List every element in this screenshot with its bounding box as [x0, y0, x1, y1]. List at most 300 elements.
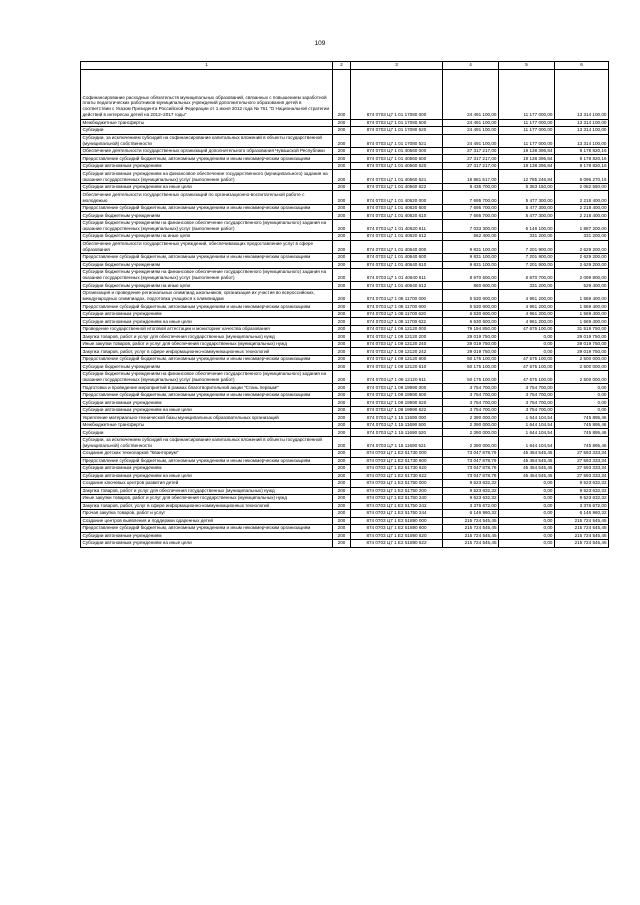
- unexecuted-amount: 745 895,46: [555, 436, 609, 449]
- executed-amount: 3 754 700,00: [499, 384, 555, 392]
- unexecuted-amount: 27 593 333,34: [555, 472, 609, 480]
- classification-code: 874 0703 Ц7 1 09 19990 000: [351, 384, 443, 392]
- executed-amount: 0,00: [499, 480, 555, 488]
- approved-amount: 3 754 700,00: [443, 399, 499, 407]
- classification-code: 874 0703 Ц7 1 E2 51890 000: [351, 517, 443, 525]
- expense-name: Субсидии автономным учреждениям: [81, 310, 333, 318]
- classification-code: 874 0703 Ц7 1 09 12120 242: [351, 348, 443, 356]
- line-code: 200: [333, 191, 351, 204]
- line-code: 200: [333, 525, 351, 533]
- classification-code: 874 0703 Ц7 1 09 12120 611: [351, 370, 443, 383]
- classification-code: 874 0703 Ц7 1 01 40640 611: [351, 269, 443, 282]
- unexecuted-amount: 2 500 000,00: [555, 355, 609, 363]
- classification-code: 874 0703 Ц7 1 09 12120 240: [351, 340, 443, 348]
- table-row: [81, 384, 609, 392]
- line-code: 200: [333, 495, 351, 503]
- table-row: [81, 183, 609, 191]
- table-row: [81, 318, 609, 326]
- unexecuted-amount: 0,00: [555, 391, 609, 399]
- table-row: [81, 457, 609, 465]
- executed-amount: 1 644 104,54: [499, 421, 555, 429]
- approved-amount: 7 695 700,00: [443, 191, 499, 204]
- approved-amount: 2 390 000,00: [443, 436, 499, 449]
- classification-code: 874 0703 Ц7 1 09 19990 620: [351, 399, 443, 407]
- table-row: [81, 450, 609, 458]
- classification-code: 874 0703 Ц7 1 01 40620 610: [351, 212, 443, 220]
- approved-amount: 9 523 632,32: [443, 480, 499, 488]
- expense-name: Обеспечение деятельности государственных учреждений, обеспечивающих предоставление услуг в сфере образования: [81, 240, 333, 253]
- expense-name: Субсидии автономным учреждениям на иные цели: [81, 406, 333, 414]
- classification-code: 874 0703 Ц7 1 01 40560 000: [351, 147, 443, 155]
- approved-amount: 29 019 750,00: [443, 340, 499, 348]
- executed-amount: 0,00: [499, 487, 555, 495]
- expense-name: Субсидии автономным учреждениям: [81, 162, 333, 170]
- executed-amount: 0,00: [499, 502, 555, 510]
- expense-name: Закупка товаров, работ, услуг в сфере информационно-коммуникационных технологий: [81, 348, 333, 356]
- classification-code: 874 0703 Ц7 1 08 11700 622: [351, 318, 443, 326]
- classification-code: 874 0703 Ц7 1 E2 51890 600: [351, 525, 443, 533]
- unexecuted-amount: 2 500 000,00: [555, 363, 609, 371]
- unexecuted-amount: 2 629 200,00: [555, 240, 609, 253]
- table-row: [81, 233, 609, 241]
- line-code: 200: [333, 487, 351, 495]
- approved-amount: 6 530 600,00: [443, 289, 499, 302]
- line-code: 200: [333, 414, 351, 422]
- table-row: [81, 134, 609, 147]
- executed-amount: 45 454 545,45: [499, 465, 555, 473]
- executed-amount: 45 454 545,45: [499, 450, 555, 458]
- unexecuted-amount: 745 895,46: [555, 429, 609, 437]
- approved-amount: 2 390 000,00: [443, 414, 499, 422]
- unexecuted-amount: 6 146 960,32: [555, 510, 609, 518]
- approved-amount: 3 754 700,00: [443, 406, 499, 414]
- executed-amount: 7 201 900,00: [499, 254, 555, 262]
- table-row: [81, 472, 609, 480]
- unexecuted-amount: 27 593 333,34: [555, 465, 609, 473]
- expense-name: Предоставление субсидий бюджетным, автономным учреждениям и иным некоммерческим организациям: [81, 303, 333, 311]
- budget-table: [80, 61, 609, 548]
- approved-amount: 29 019 750,00: [443, 348, 499, 356]
- classification-code: 874 0703 Ц7 1 15 11690 521: [351, 436, 443, 449]
- unexecuted-amount: 13 314 100,00: [555, 127, 609, 135]
- expense-name: Предоставление субсидий бюджетным, автономным учреждениям и иным некоммерческим организациям: [81, 355, 333, 363]
- executed-amount: 1 644 104,54: [499, 436, 555, 449]
- executed-amount: 3 754 700,00: [499, 406, 555, 414]
- line-code: 200: [333, 212, 351, 220]
- approved-amount: 73 047 878,79: [443, 457, 499, 465]
- executed-amount: 4 961 200,00: [499, 289, 555, 302]
- column-number-row: [81, 62, 609, 70]
- classification-code: 874 0703 Ц7 1 E2 51750 242: [351, 502, 443, 510]
- executed-amount: 11 177 000,00: [499, 119, 555, 127]
- approved-amount: 3 754 700,00: [443, 391, 499, 399]
- line-code: 200: [333, 261, 351, 269]
- executed-amount: 7 201 900,00: [499, 261, 555, 269]
- classification-code: 874 0703 Ц7 1 01 40560 621: [351, 170, 443, 183]
- line-code: 200: [333, 457, 351, 465]
- unexecuted-amount: 1 569 400,00: [555, 310, 609, 318]
- line-code: 200: [333, 517, 351, 525]
- expense-name: Субсидии бюджетным учреждениям на финансовое обеспечение государственного (муниципального) задания на оказание государственных (муниципальных) услуг (выполнение работ): [81, 219, 333, 232]
- line-code: 200: [333, 233, 351, 241]
- expense-name: Создание детских технопарков "Кванториум": [81, 450, 333, 458]
- approved-amount: 9 831 100,00: [443, 261, 499, 269]
- classification-code: 874 0703 Ц7 1 E2 51750 244: [351, 510, 443, 518]
- line-code: 200: [333, 502, 351, 510]
- unexecuted-amount: 9 523 632,32: [555, 487, 609, 495]
- executed-amount: 4 961 200,00: [499, 310, 555, 318]
- executed-amount: 0,00: [499, 348, 555, 356]
- line-code: 200: [333, 465, 351, 473]
- expense-name: Субсидии автономным учреждениям на иные цели: [81, 472, 333, 480]
- line-code: 200: [333, 429, 351, 437]
- unexecuted-amount: 215 724 545,45: [555, 532, 609, 540]
- table-row: [81, 465, 609, 473]
- table-row: [81, 340, 609, 348]
- executed-amount: 11 177 000,00: [499, 127, 555, 135]
- expense-name: Субсидии, за исключением субсидий на софинансирование капитальных вложений в объекты государственной (муниципальной) собственности: [81, 436, 333, 449]
- approved-amount: 8 435 700,00: [443, 183, 499, 191]
- unexecuted-amount: 8 178 820,16: [555, 147, 609, 155]
- line-code: 200: [333, 532, 351, 540]
- expense-name: Субсидии бюджетным учреждениям на финансовое обеспечение государственного (муниципального) задания на оказание государственных (муниципальных) услуг (выполнение работ): [81, 370, 333, 383]
- line-code: 200: [333, 384, 351, 392]
- expense-name: Субсидии бюджетным учреждениям: [81, 363, 333, 371]
- table-row: [81, 540, 609, 548]
- line-code: 200: [333, 219, 351, 232]
- table-row: [81, 269, 609, 282]
- expense-name: Межбюджетные трансферты: [81, 119, 333, 127]
- approved-amount: 215 724 545,45: [443, 517, 499, 525]
- unexecuted-amount: 2 500 000,00: [555, 370, 609, 383]
- expense-name: Закупка товаров, работ и услуг для обеспечения государственных (муниципальных) нужд: [81, 333, 333, 341]
- table-row: [81, 532, 609, 540]
- approved-amount: 2 390 000,00: [443, 421, 499, 429]
- executed-amount: 5 477 300,00: [499, 204, 555, 212]
- classification-code: 874 0703 Ц7 1 E2 51750 200: [351, 487, 443, 495]
- approved-amount: 73 047 878,79: [443, 465, 499, 473]
- executed-amount: 3 754 700,00: [499, 399, 555, 407]
- executed-amount: 7 201 900,00: [499, 240, 555, 253]
- table-row: [81, 170, 609, 183]
- unexecuted-amount: 13 314 100,00: [555, 134, 609, 147]
- line-code: 200: [333, 325, 351, 333]
- table-row: [81, 333, 609, 341]
- approved-amount: 73 047 878,79: [443, 472, 499, 480]
- column-number: 3: [351, 62, 443, 70]
- table-row: [81, 254, 609, 262]
- executed-amount: 5 477 300,00: [499, 191, 555, 204]
- line-code: 200: [333, 204, 351, 212]
- unexecuted-amount: 215 724 545,45: [555, 525, 609, 533]
- line-code: 200: [333, 399, 351, 407]
- line-code: 200: [333, 170, 351, 183]
- approved-amount: 27 317 217,00: [443, 147, 499, 155]
- classification-code: 874 0703 Ц7 1 01 17080 500: [351, 119, 443, 127]
- expense-name: Предоставление субсидий бюджетным, автономным учреждениям и иным некоммерческим организациям: [81, 204, 333, 212]
- expense-name: Предоставление субсидий бюджетным, автономным учреждениям и иным некоммерческим организациям: [81, 254, 333, 262]
- expense-name: Софинансирование расходных обязательств муниципальных образований, связанных с повышением заработной платы педагогических работников муниципальных учреждений дополнительного образования детей в соответствии с Указом Президента Российской Федерации от 1 июня 2012 года № 761 "О Национальной стратегии действий в интересах детей на 2012–2017 годы": [81, 69, 333, 119]
- table-row: [81, 510, 609, 518]
- unexecuted-amount: 331 200,00: [555, 233, 609, 241]
- approved-amount: 7 695 700,00: [443, 204, 499, 212]
- executed-amount: 331 200,00: [499, 282, 555, 290]
- classification-code: 874 0703 Ц7 1 09 19990 600: [351, 391, 443, 399]
- approved-amount: 24 491 100,00: [443, 119, 499, 127]
- executed-amount: 4 961 200,00: [499, 318, 555, 326]
- unexecuted-amount: 0,00: [555, 406, 609, 414]
- table-row: [81, 525, 609, 533]
- table-row: [81, 147, 609, 155]
- line-code: 200: [333, 450, 351, 458]
- approved-amount: 24 491 100,00: [443, 127, 499, 135]
- executed-amount: 0,00: [499, 333, 555, 341]
- classification-code: 874 0703 Ц7 1 09 12120 600: [351, 355, 443, 363]
- unexecuted-amount: 9 523 632,32: [555, 480, 609, 488]
- unexecuted-amount: 2 629 200,00: [555, 254, 609, 262]
- classification-code: 874 0703 Ц7 1 E2 51730 600: [351, 457, 443, 465]
- table-row: [81, 191, 609, 204]
- line-code: 200: [333, 147, 351, 155]
- expense-name: Субсидии автономным учреждениям на иные цели: [81, 183, 333, 191]
- expense-name: Обеспечение деятельности государственных организаций дополнительного образования Чувашской Республики: [81, 147, 333, 155]
- expense-name: Субсидии: [81, 127, 333, 135]
- approved-amount: 24 491 100,00: [443, 134, 499, 147]
- classification-code: 874 0703 Ц7 1 E2 51730 622: [351, 472, 443, 480]
- expense-name: Закупка товаров, работ, услуг в сфере информационно-коммуникационных технологий: [81, 502, 333, 510]
- unexecuted-amount: 745 895,46: [555, 414, 609, 422]
- table-row: [81, 363, 609, 371]
- unexecuted-amount: 1 569 400,00: [555, 289, 609, 302]
- table-row: [81, 399, 609, 407]
- expense-name: Субсидии бюджетным учреждениям на иные цели: [81, 282, 333, 290]
- expense-name: Субсидии автономным учреждениям на иные цели: [81, 540, 333, 548]
- expense-name: Подготовка и проведение мероприятий в рамках благотворительной акции "Стань первым!": [81, 384, 333, 392]
- table-row: [81, 119, 609, 127]
- unexecuted-amount: 29 019 750,00: [555, 348, 609, 356]
- table-row: [81, 69, 609, 119]
- unexecuted-amount: 2 218 400,00: [555, 204, 609, 212]
- executed-amount: 0,00: [499, 540, 555, 548]
- executed-amount: 47 675 100,00: [499, 325, 555, 333]
- table-row: [81, 261, 609, 269]
- classification-code: 874 0703 Ц7 1 08 11700 000: [351, 289, 443, 302]
- line-code: 200: [333, 391, 351, 399]
- line-code: 200: [333, 370, 351, 383]
- executed-amount: 0,00: [499, 495, 555, 503]
- expense-name: Иные закупки товаров, работ и услуг для обеспечения государственных (муниципальных) нужд: [81, 340, 333, 348]
- unexecuted-amount: 529 400,00: [555, 282, 609, 290]
- expense-name: Субсидии автономным учреждениям на иные цели: [81, 318, 333, 326]
- approved-amount: 215 724 545,45: [443, 540, 499, 548]
- line-code: 200: [333, 472, 351, 480]
- executed-amount: 331 200,00: [499, 233, 555, 241]
- unexecuted-amount: 0,00: [555, 399, 609, 407]
- line-code: 200: [333, 333, 351, 341]
- classification-code: 874 0703 Ц7 1 09 12120 000: [351, 325, 443, 333]
- approved-amount: 29 019 750,00: [443, 333, 499, 341]
- unexecuted-amount: 29 019 750,00: [555, 340, 609, 348]
- page-number: 109: [314, 40, 326, 47]
- approved-amount: 6 530 600,00: [443, 318, 499, 326]
- table-row: [81, 355, 609, 363]
- column-number: 5: [499, 62, 555, 70]
- expense-name: Межбюджетные трансферты: [81, 421, 333, 429]
- expense-name: Субсидии: [81, 429, 333, 437]
- line-code: 200: [333, 269, 351, 282]
- classification-code: 874 0703 Ц7 1 08 11700 620: [351, 310, 443, 318]
- approved-amount: 27 317 217,00: [443, 155, 499, 163]
- unexecuted-amount: 8 178 820,16: [555, 162, 609, 170]
- classification-code: 874 0703 Ц7 1 01 40620 612: [351, 233, 443, 241]
- executed-amount: 19 138 396,84: [499, 155, 555, 163]
- expense-name: Субсидии автономным учреждениям: [81, 465, 333, 473]
- column-number: 6: [555, 62, 609, 70]
- table-row: [81, 162, 609, 170]
- unexecuted-amount: 8 178 820,16: [555, 155, 609, 163]
- classification-code: 874 0703 Ц7 1 15 11690 520: [351, 429, 443, 437]
- expense-name: Прочая закупка товаров, работ и услуг: [81, 510, 333, 518]
- expense-name: Субсидии автономным учреждениям: [81, 399, 333, 407]
- line-code: 200: [333, 240, 351, 253]
- table-row: [81, 303, 609, 311]
- table-row: [81, 414, 609, 422]
- line-code: 200: [333, 155, 351, 163]
- approved-amount: 24 491 100,00: [443, 69, 499, 119]
- approved-amount: 662 400,00: [443, 233, 499, 241]
- table-row: [81, 487, 609, 495]
- line-code: 200: [333, 355, 351, 363]
- classification-code: 874 0703 Ц7 1 01 40620 611: [351, 219, 443, 232]
- classification-code: 874 0703 Ц7 1 E2 51750 240: [351, 495, 443, 503]
- unexecuted-amount: 2 218 400,00: [555, 212, 609, 220]
- approved-amount: 50 175 100,00: [443, 363, 499, 371]
- approved-amount: 6 530 600,00: [443, 303, 499, 311]
- line-code: 200: [333, 119, 351, 127]
- unexecuted-amount: 2 082 550,00: [555, 183, 609, 191]
- column-number: 4: [443, 62, 499, 70]
- executed-amount: 0,00: [499, 517, 555, 525]
- expense-name: Создание ключевых центров развития детей: [81, 480, 333, 488]
- line-code: 200: [333, 363, 351, 371]
- classification-code: 874 0703 Ц7 1 01 40620 000: [351, 191, 443, 204]
- executed-amount: 47 675 100,00: [499, 355, 555, 363]
- expense-name: Закупка товаров, работ и услуг для обеспечения государственных (муниципальных) нужд: [81, 487, 333, 495]
- unexecuted-amount: 3 376 672,00: [555, 502, 609, 510]
- expense-name: Субсидии автономным учреждениям на финансовое обеспечение государственного (муниципального) задания на оказание государственных (муниципальных) услуг (выполнение работ): [81, 170, 333, 183]
- classification-code: 874 0703 Ц7 1 01 40560 620: [351, 162, 443, 170]
- expense-name: Субсидии бюджетным учреждениям на финансовое обеспечение государственного (муниципального) задания на оказание государственных (муниципальных) услуг (выполнение работ): [81, 269, 333, 282]
- unexecuted-amount: 215 724 545,45: [555, 517, 609, 525]
- table-row: [81, 310, 609, 318]
- executed-amount: 5 477 300,00: [499, 212, 555, 220]
- classification-code: 874 0703 Ц7 1 01 17080 520: [351, 127, 443, 135]
- line-code: 200: [333, 289, 351, 302]
- line-code: 200: [333, 340, 351, 348]
- expense-name: Предоставление субсидий бюджетным, автономным учреждениям и иным некоммерческим организациям: [81, 155, 333, 163]
- expense-name: Субсидии автономным учреждениям: [81, 532, 333, 540]
- executed-amount: 6 870 700,00: [499, 269, 555, 282]
- unexecuted-amount: 1 569 400,00: [555, 303, 609, 311]
- unexecuted-amount: 2 629 200,00: [555, 261, 609, 269]
- executed-amount: 47 675 100,00: [499, 370, 555, 383]
- table-row: [81, 240, 609, 253]
- column-number: 1: [81, 62, 333, 70]
- expense-name: Проведение государственной итоговой аттестации и мониторинг качества образования: [81, 325, 333, 333]
- approved-amount: 3 376 672,00: [443, 502, 499, 510]
- classification-code: 874 0703 Ц7 1 09 12120 610: [351, 363, 443, 371]
- expense-name: Иные закупки товаров, работ и услуг для обеспечения государственных (муниципальных) нужд: [81, 495, 333, 503]
- classification-code: 874 0703 Ц7 1 01 40620 600: [351, 204, 443, 212]
- expense-name: Создание центров выявления и поддержки одаренных детей: [81, 517, 333, 525]
- classification-code: 874 0703 Ц7 1 01 17080 000: [351, 69, 443, 119]
- classification-code: 874 0703 Ц7 1 08 11700 600: [351, 303, 443, 311]
- approved-amount: 9 523 632,32: [443, 487, 499, 495]
- classification-code: 874 0703 Ц7 1 E2 51750 000: [351, 480, 443, 488]
- table-row: [81, 429, 609, 437]
- table-row: [81, 421, 609, 429]
- executed-amount: 4 961 200,00: [499, 303, 555, 311]
- table-row: [81, 212, 609, 220]
- executed-amount: 45 454 545,45: [499, 457, 555, 465]
- table-row: [81, 204, 609, 212]
- approved-amount: 7 695 700,00: [443, 212, 499, 220]
- classification-code: 874 0703 Ц7 1 01 40560 622: [351, 183, 443, 191]
- executed-amount: 47 675 100,00: [499, 363, 555, 371]
- unexecuted-amount: 27 593 333,34: [555, 457, 609, 465]
- line-code: 200: [333, 303, 351, 311]
- executed-amount: 3 754 700,00: [499, 391, 555, 399]
- line-code: 200: [333, 540, 351, 548]
- table-row: [81, 502, 609, 510]
- approved-amount: 50 175 100,00: [443, 370, 499, 383]
- unexecuted-amount: 27 593 333,34: [555, 450, 609, 458]
- executed-amount: 0,00: [499, 532, 555, 540]
- line-code: 200: [333, 127, 351, 135]
- table-row: [81, 436, 609, 449]
- unexecuted-amount: 2 218 400,00: [555, 191, 609, 204]
- unexecuted-amount: 2 099 800,00: [555, 269, 609, 282]
- approved-amount: 2 390 000,00: [443, 429, 499, 437]
- unexecuted-amount: 215 724 545,45: [555, 540, 609, 548]
- expense-name: Обеспечение деятельности государственных организаций по организационно-воспитательной работе с молодежью: [81, 191, 333, 204]
- table-row: [81, 289, 609, 302]
- classification-code: 874 0703 Ц7 1 01 40560 600: [351, 155, 443, 163]
- expense-name: Предоставление субсидий бюджетным, автономным учреждениям и иным некоммерческим организациям: [81, 525, 333, 533]
- approved-amount: 215 724 545,45: [443, 532, 499, 540]
- classification-code: 874 0703 Ц7 1 01 40640 600: [351, 254, 443, 262]
- approved-amount: 3 754 700,00: [443, 384, 499, 392]
- executed-amount: 11 177 000,00: [499, 134, 555, 147]
- classification-code: 874 0703 Ц7 1 01 40640 000: [351, 240, 443, 253]
- unexecuted-amount: 6 096 270,16: [555, 170, 609, 183]
- expense-name: Субсидии бюджетным учреждениям: [81, 261, 333, 269]
- line-code: 200: [333, 421, 351, 429]
- line-code: 200: [333, 436, 351, 449]
- unexecuted-amount: 1 887 200,00: [555, 219, 609, 232]
- line-code: 200: [333, 406, 351, 414]
- line-code: 200: [333, 69, 351, 119]
- table-row: [81, 517, 609, 525]
- table-row: [81, 325, 609, 333]
- classification-code: 874 0703 Ц7 1 09 19990 622: [351, 406, 443, 414]
- executed-amount: 1 644 104,54: [499, 429, 555, 437]
- approved-amount: 73 047 878,79: [443, 450, 499, 458]
- expense-name: Предоставление субсидий бюджетным, автономным учреждениям и иным некоммерческим организациям: [81, 391, 333, 399]
- classification-code: 874 0703 Ц7 1 E2 51730 000: [351, 450, 443, 458]
- expense-name: Субсидии бюджетным учреждениям: [81, 212, 333, 220]
- executed-amount: 45 454 545,45: [499, 472, 555, 480]
